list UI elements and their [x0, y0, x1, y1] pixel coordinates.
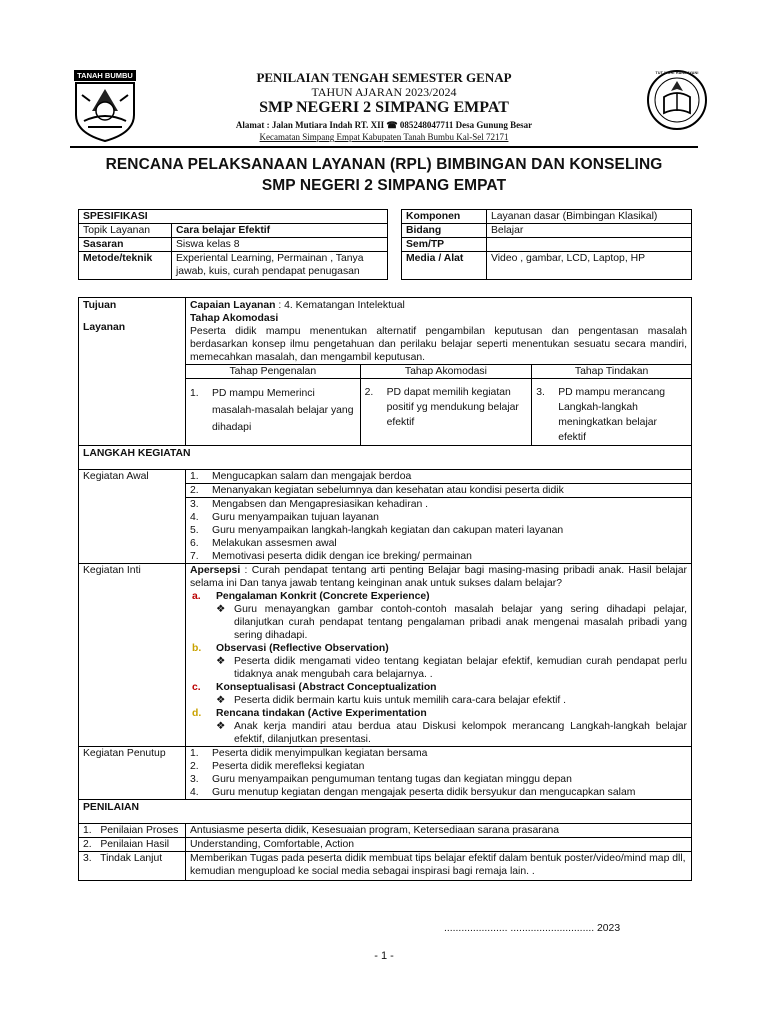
table-row	[402, 210, 692, 224]
penilaian-label: 3. Tindak Lanjut	[79, 852, 186, 881]
table-row	[402, 252, 692, 280]
spec-label: Metode/teknik	[79, 252, 172, 280]
tujuan-label-cell	[79, 298, 186, 446]
kegiatan-inti-label: Kegiatan Inti	[79, 564, 186, 747]
header-line-1: PENILAIAN TENGAH SEMESTER GENAP	[256, 70, 512, 85]
stage-text: PD mampu merancang Langkah-langkah meningkatkan belajar efektif	[558, 387, 666, 443]
spec-value: Siswa kelas 8	[172, 238, 388, 252]
komponen-label: Sem/TP	[402, 238, 487, 252]
list-item: 7. Memotivasi peserta didik dengan ice breking/ permainan	[189, 551, 472, 562]
stage-num: 2.	[364, 387, 374, 398]
table-row	[79, 224, 388, 238]
penilaian-label: 1. Penilaian Proses	[79, 824, 186, 838]
langkah-heading: LANGKAH KEGIATAN	[79, 446, 692, 470]
table-row	[402, 224, 692, 238]
spesifikasi-table	[78, 209, 388, 280]
stage-header: Tahap Tindakan	[532, 365, 692, 379]
stage-cell	[532, 379, 692, 446]
inti-step: c. Konseptualisasi (Abstract Conceptualization	[191, 682, 437, 693]
diamond-bullet-icon: ❖	[215, 604, 226, 615]
table-row	[79, 238, 388, 252]
kegiatan-awal-list	[185, 470, 691, 564]
kegiatan-inti-content: Apersepsi : Curah pendapat tentang arti penting Belajar bagi masing-masing pribadi anak. Hasil belajar selama ini Dan tanya jawab tentang keinginan anak untuk sukses dalam belajar? a. Pengalaman Konkrit (Concrete Experience) ❖ Guru menayangkan gambar contoh-contoh masalah belajar yang sering dihadapi pelajar, dilanjutkan curah pendapat tentang pengalaman pribadi anak mengenai masalah pribadi yang sering dihadapi. b. Observasi (Reflective Observation) ❖ Peserta didik mengamati video tentang kegiatan belajar efektif, kemudian curah pendapat perlu tidaknya anak mengubah cara belajarnya. . c. Konseptualisasi (Abstract Conceptualization ❖ Peserta didik bermain kartu kuis untuk memilih cara-cara belajar efektif . d. Rencana tindakan (Active Experimentation ❖ Anak kerja mandiri atau berdua atau Diskusi kelompok merancang Langkah-langkah belajar efektif, dilanjutkan presentasi.	[185, 564, 691, 747]
spec-label: Topik Layanan	[79, 224, 172, 238]
table-row	[402, 238, 692, 252]
header-school-name: SMP NEGERI 2 SIMPANG EMPAT	[259, 99, 509, 116]
penilaian-value: Antusiasme peserta didik, Kesesuaian program, Ketersediaan sarana prasarana	[185, 824, 691, 838]
table-row	[79, 838, 692, 852]
regency-logo-label: TANAH BUMBU	[74, 70, 136, 81]
list-item: 4. Guru menyampaikan tujuan layanan	[189, 512, 379, 523]
list-item: 3. Mengabsen dan Mengapresiasikan kehadiran .	[189, 499, 429, 510]
komponen-value: Layanan dasar (Bimbingan Klasikal)	[487, 210, 692, 224]
tut-wuri-emblem-icon	[646, 69, 708, 131]
apersepsi-text: : Curah pendapat tentang arti penting Belajar bagi masing-masing pribadi anak. Hasil belajar selama ini Dan tanya jawab tentang keinginan anak untuk sukses dalam belajar?	[189, 565, 688, 589]
diamond-bullet-icon: ❖	[215, 656, 226, 667]
komponen-value: Video , gambar, LCD, Laptop, HP	[487, 252, 692, 280]
kegiatan-penutup-label: Kegiatan Penutup	[79, 747, 186, 800]
header-divider	[70, 146, 698, 148]
komponen-value: Belajar	[487, 224, 692, 238]
tut-wuri-logo	[646, 69, 708, 131]
komponen-label: Media / Alat	[402, 252, 487, 280]
inti-step: d. Rencana tindakan (Active Experimentation	[191, 708, 427, 719]
table-row	[79, 824, 692, 838]
tujuan-description: Peserta didik mampu menentukan alternatif pengambilan keputusan dan pengentasan masalah berdasarkan konsep ilmu pengetahuan dan perilaku belajar seperti menentukan sesuatu secara mandiri, memecahkan masalah, dan mengambil keputusan.	[189, 326, 687, 363]
tut-wuri-motto: TUT WURI HANDAYANI	[655, 71, 699, 75]
komponen-value	[487, 238, 692, 252]
list-item: 6. Melakukan assesmen awal	[189, 538, 337, 549]
list-item: 4. Guru menutup kegiatan dengan mengajak peserta didik bersyukur dan mengucapkan salam	[189, 787, 636, 798]
spec-value: Experiental Learning, Permainan , Tanya jawab, kuis, curah pendapat penugasan	[172, 252, 388, 280]
document-title-line-2: SMP NEGERI 2 SIMPANG EMPAT	[261, 177, 507, 194]
tahap-label: Tahap Akomodasi	[189, 313, 279, 324]
inti-step: b. Observasi (Reflective Observation)	[191, 643, 389, 654]
table-row	[79, 852, 692, 881]
list-item: 1. Mengucapkan salam dan mengajak berdoa	[186, 470, 691, 484]
apersepsi-label: Apersepsi	[189, 565, 241, 576]
signature-date: ...................... ............................. 2023	[444, 923, 621, 934]
list-item: 5. Guru menyampaikan langkah-langkah kegiatan dan cakupan materi layanan	[189, 525, 564, 536]
penilaian-value: Memberikan Tugas pada peserta didik membuat tips belajar efektif dalam bentuk poster/video/mind map dll, kemudian mengupload ke social media sebagai inspirasi bagi remaja lain. .	[185, 852, 691, 881]
komponen-label: Komponen	[402, 210, 487, 224]
layanan-label: Layanan	[83, 322, 126, 333]
header-district: Kecamatan Simpang Empat Kabupaten Tanah Bumbu Kal-Sel 72171	[259, 132, 509, 142]
list-item: 1. Peserta didik menyimpulkan kegiatan bersama	[189, 748, 428, 759]
spesifikasi-heading: SPESIFIKASI	[79, 210, 388, 224]
komponen-label: Bidang	[402, 224, 487, 238]
diamond-bullet-icon: ❖	[215, 695, 226, 706]
page-number: - 1 -	[374, 950, 394, 962]
stage-num: 3.	[536, 387, 545, 398]
document-title-line-1: RENCANA PELAKSANAAN LAYANAN (RPL) BIMBINGAN DAN KONSELING	[105, 156, 663, 173]
rpl-main-table	[78, 297, 692, 881]
capaian-label: Capaian Layanan	[189, 300, 276, 311]
kegiatan-inti-row	[79, 564, 692, 747]
tujuan-description-cell: Capaian Layanan : 4. Kematangan Intelektual Tahap Akomodasi Peserta didik mampu menentukan alternatif pengambilan keputusan dan pengentasan masalah berdasarkan konsep ilmu pengetahuan dan perilaku belajar seperti menentukan sesuatu secara mandiri, memecahkan masalah, dan mengambil keputusan.	[185, 298, 691, 365]
inti-step: a. Pengalaman Konkrit (Concrete Experience)	[191, 591, 430, 602]
stage-text: PD dapat memilih kegiatan positif yg mendukung belajar efektif	[386, 387, 519, 428]
komponen-table	[401, 209, 692, 280]
list-item: 3. Guru menyampaikan pengumuman tentang tugas dan kegiatan minggu depan	[189, 774, 572, 785]
tujuan-label: Tujuan	[83, 300, 117, 311]
capaian-value: 4. Kematangan Intelektual	[284, 300, 405, 311]
penilaian-label: 2. Penilaian Hasil	[79, 838, 186, 852]
tujuan-row	[79, 298, 692, 365]
kegiatan-penutup-list	[185, 747, 691, 800]
kegiatan-awal-row	[79, 470, 692, 564]
stage-text: PD mampu Memerinci masalah-masalah belajar yang dihadapi	[211, 388, 354, 433]
stage-header: Tahap Pengenalan	[185, 365, 360, 379]
stage-cell	[185, 379, 360, 446]
stage-num: 1.	[189, 388, 199, 399]
header-line-2: TAHUN AJARAN 2023/2024	[311, 85, 457, 99]
spec-value: Cara belajar Efektif	[172, 224, 388, 238]
spec-label: Sasaran	[79, 238, 172, 252]
list-item: 2. Menanyakan kegiatan sebelumnya dan kesehatan atau kondisi peserta didik	[186, 484, 691, 498]
table-row	[79, 252, 388, 280]
kegiatan-penutup-row	[79, 747, 692, 800]
list-item: 2. Peserta didik merefleksi kegiatan	[189, 761, 365, 772]
header-address: Alamat : Jalan Mutiara Indah RT. XII ☎ 085248047711 Desa Gunung Besar	[235, 120, 533, 130]
stage-cell	[360, 379, 532, 446]
penilaian-value: Understanding, Comfortable, Action	[185, 838, 691, 852]
kegiatan-awal-label: Kegiatan Awal	[79, 470, 186, 564]
penilaian-heading: PENILAIAN	[79, 800, 692, 824]
stage-header: Tahap Akomodasi	[360, 365, 532, 379]
diamond-bullet-icon: ❖	[215, 721, 226, 732]
